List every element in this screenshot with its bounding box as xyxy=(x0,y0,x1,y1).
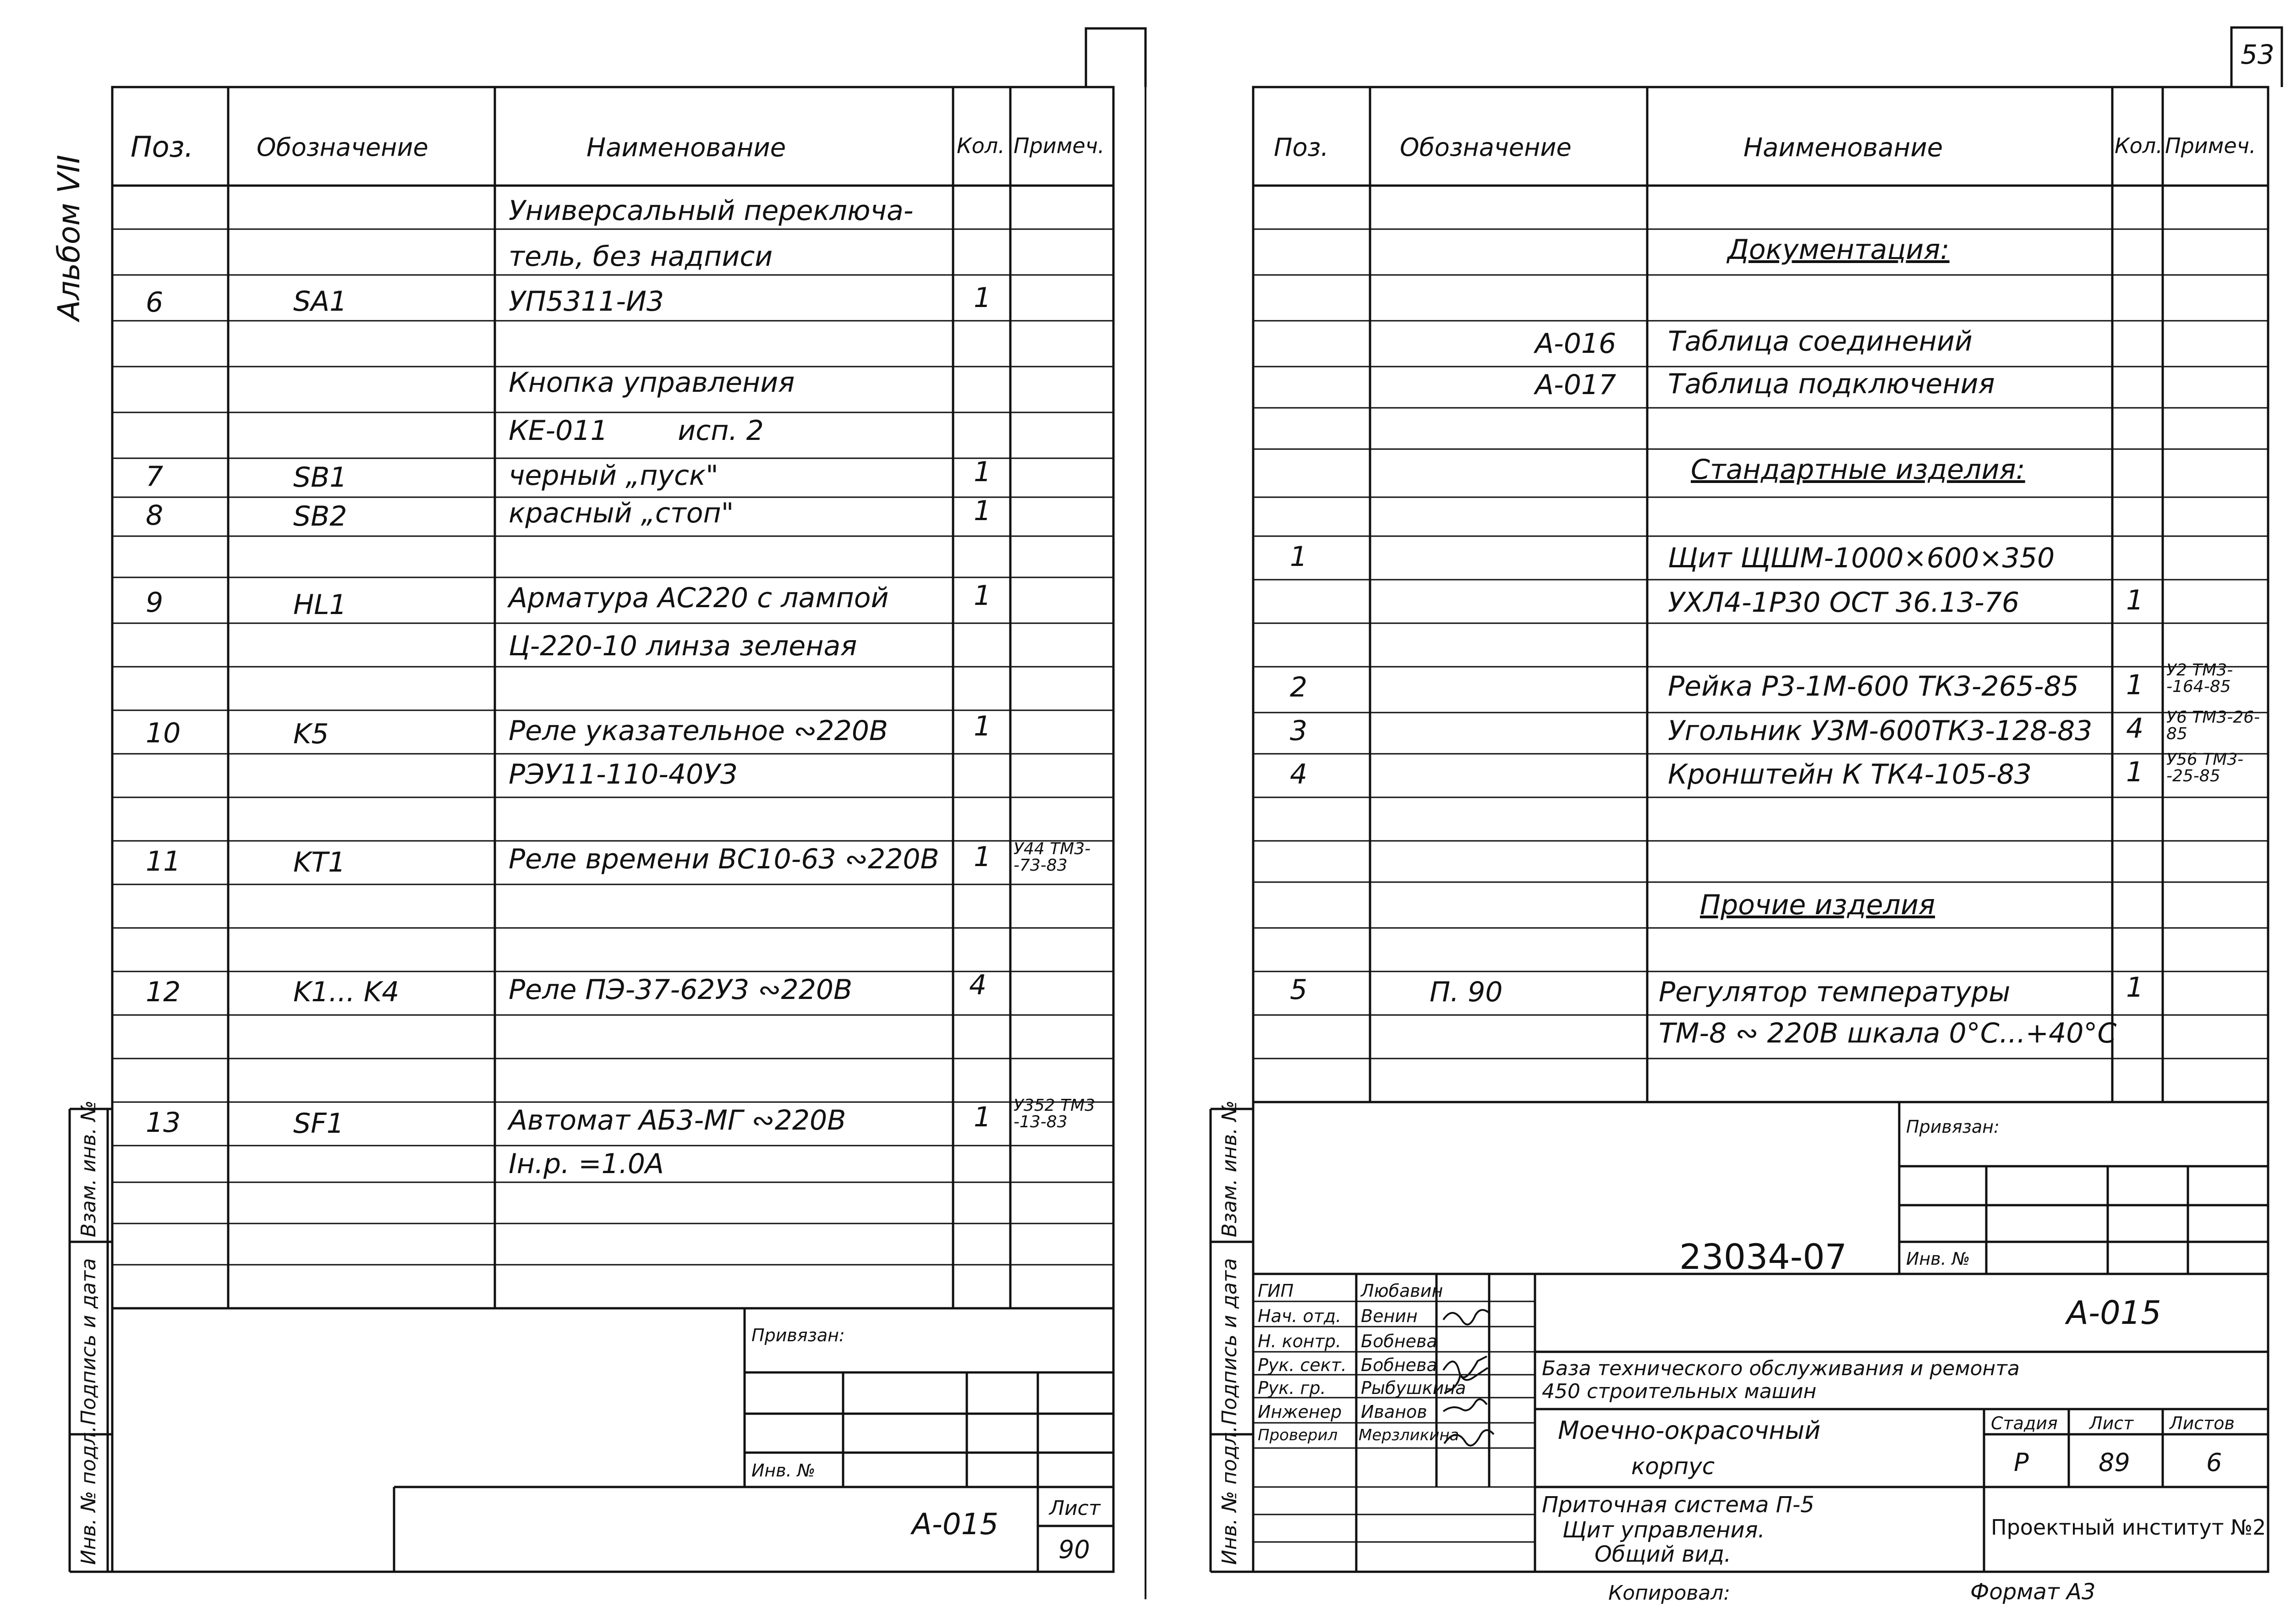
right-row-5-qty: 1 xyxy=(2126,971,2144,1004)
right-copied: Копировал: xyxy=(1608,1581,1731,1605)
left-row-2-name: тель, без надписи xyxy=(509,241,773,273)
right-row-a017-name: Таблица подключения xyxy=(1668,368,1995,400)
right-row-2-qty: 1 xyxy=(2126,669,2144,701)
right-format: Формат А3 xyxy=(1970,1579,2096,1605)
left-row-13-qty: 4 xyxy=(969,969,987,1001)
left-row-3-pos: 6 xyxy=(146,286,164,318)
left-row-14-qty: 1 xyxy=(974,1101,992,1133)
left-row-3-qty: 1 xyxy=(974,282,992,314)
left-side-label-vzam: Взам. инв. № xyxy=(77,1100,100,1237)
right-header-name: Наименование xyxy=(1743,133,1943,163)
left-row-9-name: Ц-220-10 линза зеленая xyxy=(509,630,857,662)
left-row-12-name: Реле времени ВС10-63 ∾220В xyxy=(509,843,939,875)
left-row-10-pos: 10 xyxy=(146,717,181,749)
right-tb-sheet: 89 xyxy=(2099,1448,2130,1477)
left-row-7-des: SB2 xyxy=(293,500,347,532)
right-tb-sheet-label: Лист xyxy=(2089,1413,2134,1433)
right-tb-sheets-label: Листов xyxy=(2170,1413,2235,1433)
right-row-5-pos: 5 xyxy=(1290,974,1308,1006)
right-row-2-pos: 2 xyxy=(1290,671,1308,703)
album-label: Альбом VII xyxy=(51,154,87,321)
right-row-1-name: Щит ЩШМ-1000×600×350 xyxy=(1668,542,2055,574)
left-row-8-qty: 1 xyxy=(974,580,992,612)
role-5: Рук. гр. xyxy=(1258,1378,1326,1398)
left-header-note: Примеч. xyxy=(1014,133,1105,158)
left-row-6-name: черный „пуск" xyxy=(509,460,718,492)
role-7: Проверил xyxy=(1258,1426,1338,1444)
left-header-name: Наименование xyxy=(586,133,786,163)
left-row-6-pos: 7 xyxy=(146,461,164,493)
right-side-label-inv: Инв. № подл. xyxy=(1218,1426,1241,1565)
role-3: Н. контр. xyxy=(1258,1331,1342,1351)
left-row-8-name: Арматура АС220 с лампой xyxy=(509,582,889,614)
left-header-pos: Поз. xyxy=(131,130,194,164)
right-sheet xyxy=(1173,0,2291,1624)
right-tb-inv: Инв. № xyxy=(1906,1249,1970,1269)
right-tb-project-line2: 450 строительных машин xyxy=(1542,1380,1817,1403)
right-header-note: Примеч. xyxy=(2165,133,2256,158)
right-row-3-pos: 3 xyxy=(1290,715,1308,747)
left-row-5-name: КЕ-011 исп. 2 xyxy=(509,415,764,447)
role-2-name: Венин xyxy=(1361,1306,1418,1326)
left-row-6-qty: 1 xyxy=(974,456,992,488)
left-row-7-qty: 1 xyxy=(974,495,992,527)
left-row-13-name: Реле ПЭ-37-62У3 ∾220В xyxy=(509,974,853,1006)
right-tb-doc-code: А-015 xyxy=(2066,1294,2161,1332)
right-row-1b-qty: 1 xyxy=(2126,584,2144,616)
left-stamp-doc: А-015 xyxy=(912,1508,999,1542)
left-row-12-note: У44 ТМ3--73-83 xyxy=(1014,839,1091,875)
right-side-label-signature: Подпись и дата xyxy=(1218,1258,1241,1425)
role-6-name: Иванов xyxy=(1361,1402,1427,1422)
right-row-5-des: П. 90 xyxy=(1430,976,1503,1008)
left-side-label-inv: Инв. № подл. xyxy=(77,1426,100,1565)
left-row-7-name: красный „стоп" xyxy=(509,497,734,529)
role-3-name: Бобнева xyxy=(1361,1331,1437,1351)
right-header-qty: Кол. xyxy=(2115,133,2163,158)
right-side-label-vzam: Взам. инв. № xyxy=(1218,1100,1241,1237)
left-row-14-note: У352 ТМ3 -13-83 xyxy=(1014,1096,1096,1131)
right-row-a016-des: А-016 xyxy=(1535,328,1617,360)
right-tb-drawing-line1: Приточная система П-5 xyxy=(1542,1492,1814,1518)
role-1: ГИП xyxy=(1258,1281,1294,1301)
right-row-3-name: Угольник У3М-600ТК3-128-83 xyxy=(1668,715,2093,747)
right-row-4-note: У56 ТМ3--25-85 xyxy=(2166,750,2244,785)
right-row-5b-name: ТМ-8 ∾ 220В шкала 0°С...+40°С xyxy=(1659,1017,2117,1049)
role-6: Инженер xyxy=(1258,1402,1342,1422)
left-row-12-des: KT1 xyxy=(293,846,346,878)
left-row-13-pos: 12 xyxy=(146,976,181,1008)
role-2: Нач. отд. xyxy=(1258,1306,1342,1326)
role-1-name: Любавин xyxy=(1361,1281,1443,1301)
left-row-3-name: УП5311-И3 xyxy=(509,285,664,318)
right-tb-stage: Р xyxy=(2014,1448,2029,1477)
right-row-2-note: У2 ТМ3--164-85 xyxy=(2166,661,2233,696)
left-row-3-des: SA1 xyxy=(293,285,347,318)
left-row-11-name: РЭУ11-110-40У3 xyxy=(509,758,738,790)
right-row-2-name: Рейка Р3-1М-600 ТК3-265-85 xyxy=(1668,670,2079,702)
left-row-8-pos: 9 xyxy=(146,587,164,619)
right-row-3-note: У6 ТМ3-26-85 xyxy=(2166,708,2260,743)
left-row-15-name: Iн.р. =1.0А xyxy=(509,1148,664,1180)
right-section-other: Прочие изделия xyxy=(1700,889,1935,921)
right-tb-privyazan: Привязан: xyxy=(1906,1117,2000,1137)
left-stamp-list: 90 xyxy=(1058,1535,1090,1564)
left-stamp-list-label: Лист xyxy=(1049,1497,1101,1520)
right-tb-stage-label: Стадия xyxy=(1991,1413,2058,1433)
role-7-name: Мерзликина xyxy=(1359,1426,1459,1444)
left-header-designation: Обозначение xyxy=(257,133,428,162)
right-header-designation: Обозначение xyxy=(1400,133,1572,162)
right-row-4-qty: 1 xyxy=(2126,756,2144,788)
left-header-qty: Кол. xyxy=(957,133,1005,158)
right-section-standard: Стандартные изделия: xyxy=(1691,454,2025,486)
left-row-10-name: Реле указательное ∾220В xyxy=(509,715,888,747)
right-tb-drawing-line3: Общий вид. xyxy=(1595,1542,1732,1567)
page-number: 53 xyxy=(2241,39,2275,70)
left-row-14-des: SF1 xyxy=(293,1108,344,1140)
left-row-10-des: K5 xyxy=(293,718,329,750)
right-row-1b-name: УХЛ4-1Р30 ОСТ 36.13-76 xyxy=(1668,587,2019,619)
right-row-5-name: Регулятор температуры xyxy=(1659,976,2011,1008)
right-row-4-name: Кронштейн К ТК4-105-83 xyxy=(1668,758,2032,790)
left-side-label-signature: Подпись и дата xyxy=(77,1258,100,1425)
right-tb-org: Проектный институт №2 xyxy=(1991,1515,2266,1540)
right-header-pos: Поз. xyxy=(1274,133,1329,162)
right-section-documentation: Документация: xyxy=(1727,234,1950,266)
right-row-a017-des: А-017 xyxy=(1535,369,1617,401)
right-tb-number: 23034-07 xyxy=(1679,1236,1847,1277)
left-row-7-pos: 8 xyxy=(146,499,164,532)
right-tb-project-line1: База технического обслуживания и ремонта xyxy=(1542,1357,2020,1380)
role-5-name: Рыбушкина xyxy=(1361,1378,1466,1398)
left-row-8-des: HL1 xyxy=(293,589,347,621)
right-row-a016-name: Таблица соединений xyxy=(1668,325,1973,357)
left-row-12-pos: 11 xyxy=(146,845,181,878)
role-4-name: Бобнева xyxy=(1361,1355,1437,1375)
right-row-4-pos: 4 xyxy=(1290,758,1308,790)
right-tb-object-line1: Моечно-окрасочный xyxy=(1558,1416,1821,1445)
right-row-1-pos: 1 xyxy=(1290,541,1308,573)
right-row-3-qty: 4 xyxy=(2126,713,2144,745)
left-row-13-des: K1... K4 xyxy=(293,976,400,1008)
role-4: Рук. сект. xyxy=(1258,1355,1347,1375)
left-stamp-inv: Инв. № xyxy=(751,1460,816,1481)
left-row-12-qty: 1 xyxy=(974,841,992,873)
right-tb-object-line2: корпус xyxy=(1631,1453,1715,1480)
left-row-6-des: SB1 xyxy=(293,461,347,494)
left-stamp-privyazan: Привязан: xyxy=(751,1325,845,1345)
left-row-4-name: Кнопка управления xyxy=(509,367,795,399)
left-row-14-name: Автомат АБ3-МГ ∾220В xyxy=(509,1104,846,1136)
right-tb-sheets: 6 xyxy=(2206,1448,2222,1477)
right-tb-drawing-line2: Щит управления. xyxy=(1562,1517,1765,1543)
left-row-14-pos: 13 xyxy=(146,1107,181,1139)
left-row-1-name: Универсальный переключа- xyxy=(509,195,914,227)
left-row-10-qty: 1 xyxy=(974,710,992,742)
